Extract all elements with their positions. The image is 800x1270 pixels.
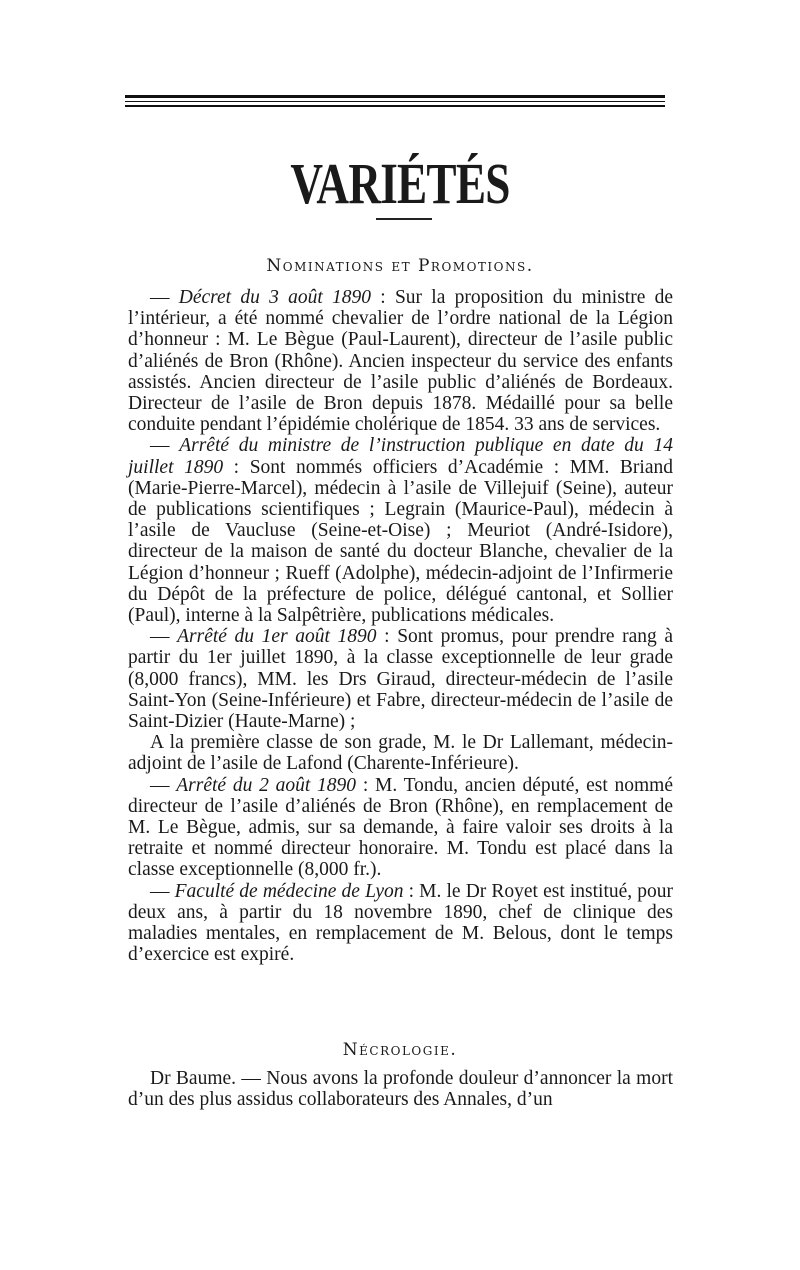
paragraph-premiere-classe: A la première classe de son grade, M. le Dr Lallemant, médecin-adjoint de l’asile de Lafond (Charente-Inférieure). [128, 732, 673, 775]
paragraph-baume: Dr Baume. — Nous avons la profonde douleur d’annoncer la mort d’un des plus assidus collaborateurs des Annales, d’un [128, 1068, 673, 1111]
paragraph-arrete-instruction: — Arrêté du ministre de l’instruction publique en date du 14 juillet 1890 : Sont nommés officiers d’Académie : MM. Briand (Marie-Pierre-Marcel), médecin à l’asile de Villejuif (Seine), auteur de publications scientifiques ; Legrain (Maurice-Paul), médecin à l’asile de Vaucluse (Seine-et-Oise) ; Meuriot (André-Isidore), directeur de la maison de santé du docteur Blanche, chevalier de la Légion d’honneur ; Rueff (Adolphe), médecin-adjoint de l’Infirmerie du Dépôt de la préfecture de police, délégué cantonal, et Sollier (Paul), interne à la Salpêtrière, publications médicales. [128, 435, 673, 627]
necrologie-body [128, 1068, 673, 1110]
title-underline [376, 218, 432, 220]
nominations-body [128, 287, 673, 966]
section-heading-necrologie: Nécrologie. [342, 1040, 458, 1060]
paragraph-decret: — Décret du 3 août 1890 : Sur la proposition du ministre de l’intérieur, a été nommé chevalier de l’ordre national de la Légion d’honneur : M. Le Bègue (Paul-Laurent), directeur de l’asile public d’aliénés de Bron (Rhône). Ancien inspecteur du service des enfants assistés. Ancien directeur de l’asile public d’aliénés de Bordeaux. Directeur de l’asile de Bron depuis 1878. Médaillé pour sa belle conduite pendant l’épidémie cholérique de 1854. 33 ans de services. [128, 287, 674, 436]
paragraph-arrete-2-aout: — Arrêté du 2 août 1890 : M. Tondu, ancien député, est nommé directeur de l’asile d’aliénés de Bron (Rhône), en remplacement de M. Le Bègue, admis, sur sa demande, à faire valoir ses droits à la retraite et nommé directeur honoraire. M. Tondu est placé dans la classe exceptionnelle (8,000 fr.). [128, 774, 674, 881]
top-double-rule [125, 95, 665, 107]
page-title: VARIÉTÉS [290, 151, 510, 216]
paragraph-arrete-1er-aout: — Arrêté du 1er août 1890 : Sont promus, pour prendre rang à partir du 1er juillet 1890, à la classe exceptionnelle de leur grade (8,000 francs), MM. les Drs Giraud, directeur-médecin de l’asile Saint-Yon (Seine-Inférieure) et Fabre, directeur-médecin de l’asile de Saint-Dizier (Haute-Marne) ; [128, 626, 674, 733]
section-heading-nominations: Nominations et Promotions. [266, 256, 534, 276]
paragraph-faculte-lyon: — Faculté de médecine de Lyon : M. le Dr Royet est institué, pour deux ans, à partir du 18 novembre 1890, chef de clinique des maladies mentales, en remplacement de M. Belous, dont le temps d’exercice est expiré. [128, 880, 674, 966]
